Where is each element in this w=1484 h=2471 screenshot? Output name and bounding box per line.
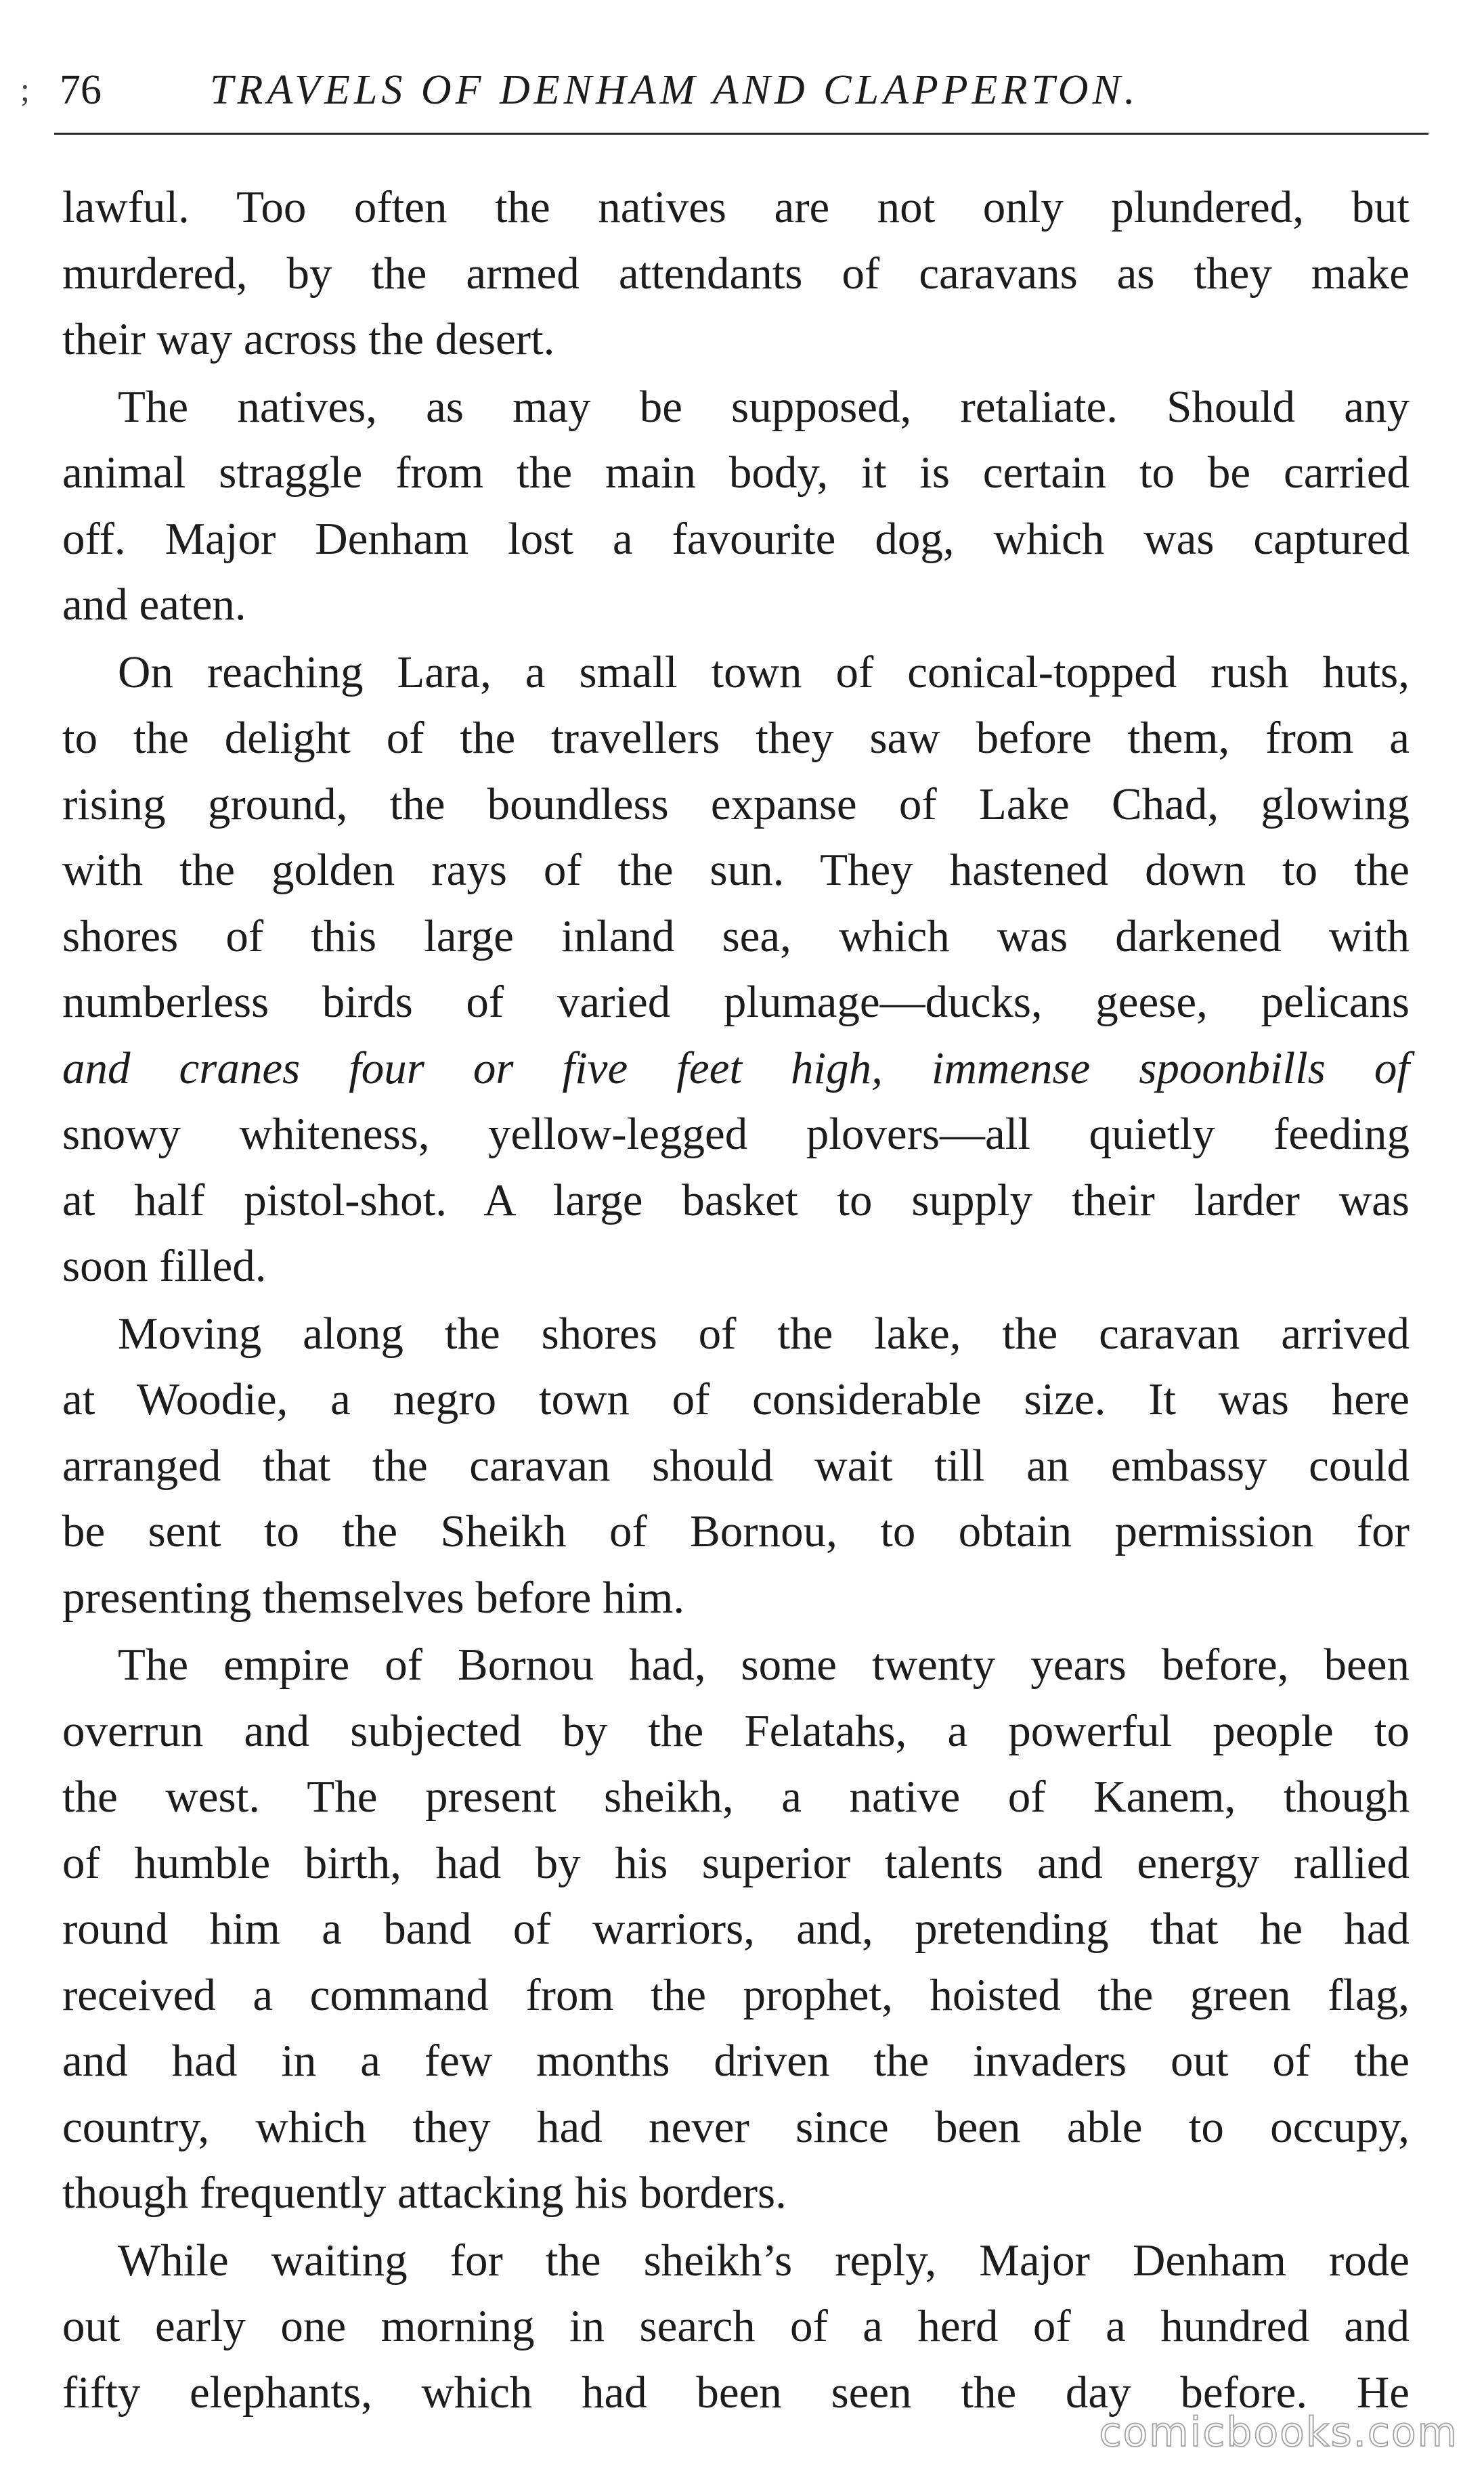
text-line: at half pistol-shot. A large basket to supply their larder was [62, 1175, 1410, 1225]
page-number: 76 [60, 67, 102, 113]
paragraph [62, 1301, 1410, 1632]
paragraph [62, 175, 1410, 373]
text-line: and eaten. [62, 580, 246, 630]
text-line: of humble birth, had by his superior talents and energy rallied [62, 1837, 1410, 1888]
text-line: arranged that the caravan should wait till an embassy could [62, 1440, 1410, 1491]
text-line: soon filled. [62, 1241, 267, 1291]
text-line: and cranes four or five feet high, immense spoonbills of [62, 1043, 1410, 1093]
text-line: with the golden rays of the sun. They hastened down to the [62, 845, 1410, 895]
text-line: at Woodie, a negro town of considerable size. It was here [62, 1374, 1410, 1424]
text-line: overrun and subjected by the Felatahs, a powerful people to [62, 1705, 1410, 1756]
running-title: TRAVELS OF DENHAM AND CLAPPERTON. [210, 67, 1139, 113]
running-head [20, 60, 1422, 121]
text-line: be sent to the Sheikh of Bornou, to obtain permission for [62, 1506, 1410, 1556]
text-line: animal straggle from the main body, it is certain to be carried [62, 447, 1410, 498]
text-line: murdered, by the armed attendants of caravans as they make [62, 248, 1410, 299]
text-line: off. Major Denham lost a favourite dog, which was captured [62, 513, 1410, 564]
text-line: The empire of Bornou had, some twenty years before, been [118, 1640, 1410, 1690]
paragraph [62, 1632, 1410, 2227]
text-line: out early one morning in search of a herd of a hundred and [62, 2301, 1410, 2351]
text-line: their way across the desert. [62, 314, 555, 364]
text-line: fifty elephants, which had been seen the day before. He [62, 2367, 1410, 2418]
header-rule [54, 133, 1428, 135]
margin-mark: ; [20, 70, 30, 108]
text-line: and had in a few months driven the invaders out of the [62, 2036, 1410, 2086]
text-line: While waiting for the sheikh’s reply, Major Denham rode [118, 2235, 1410, 2286]
text-line: The natives, as may be supposed, retaliate. Should any [118, 381, 1410, 432]
text-line: presenting themselves before him. [62, 1572, 685, 1623]
paragraph [62, 640, 1410, 1300]
text-line: though frequently attacking his borders. [62, 2168, 787, 2218]
paragraph [62, 2228, 1410, 2426]
paragraph [62, 374, 1410, 638]
text-line: the west. The present sheikh, a native of Kanem, though [62, 1772, 1410, 1822]
text-line: rising ground, the boundless expanse of Lake Chad, glowing [62, 779, 1410, 829]
body-text [62, 175, 1410, 2427]
text-line: to the delight of the travellers they saw before them, from a [62, 713, 1410, 763]
text-line: received a command from the prophet, hoisted the green flag, [62, 1969, 1410, 2020]
text-line: numberless birds of varied plumage—ducks, geese, pelicans [62, 977, 1410, 1027]
text-line: country, which they had never since been able to occupy, [62, 2101, 1410, 2152]
text-line: lawful. Too often the natives are not only plundered, but [62, 182, 1410, 232]
text-line: Moving along the shores of the lake, the caravan arrived [118, 1308, 1410, 1359]
source-watermark: comicbooks.com [1099, 2409, 1458, 2456]
text-line: round him a band of warriors, and, pretending that he had [62, 1904, 1410, 1954]
text-line: shores of this large inland sea, which was darkened with [62, 911, 1410, 961]
text-line: snowy whiteness, yellow-legged plovers—all quietly feeding [62, 1109, 1410, 1159]
text-line: On reaching Lara, a small town of conical-topped rush huts, [118, 647, 1410, 697]
